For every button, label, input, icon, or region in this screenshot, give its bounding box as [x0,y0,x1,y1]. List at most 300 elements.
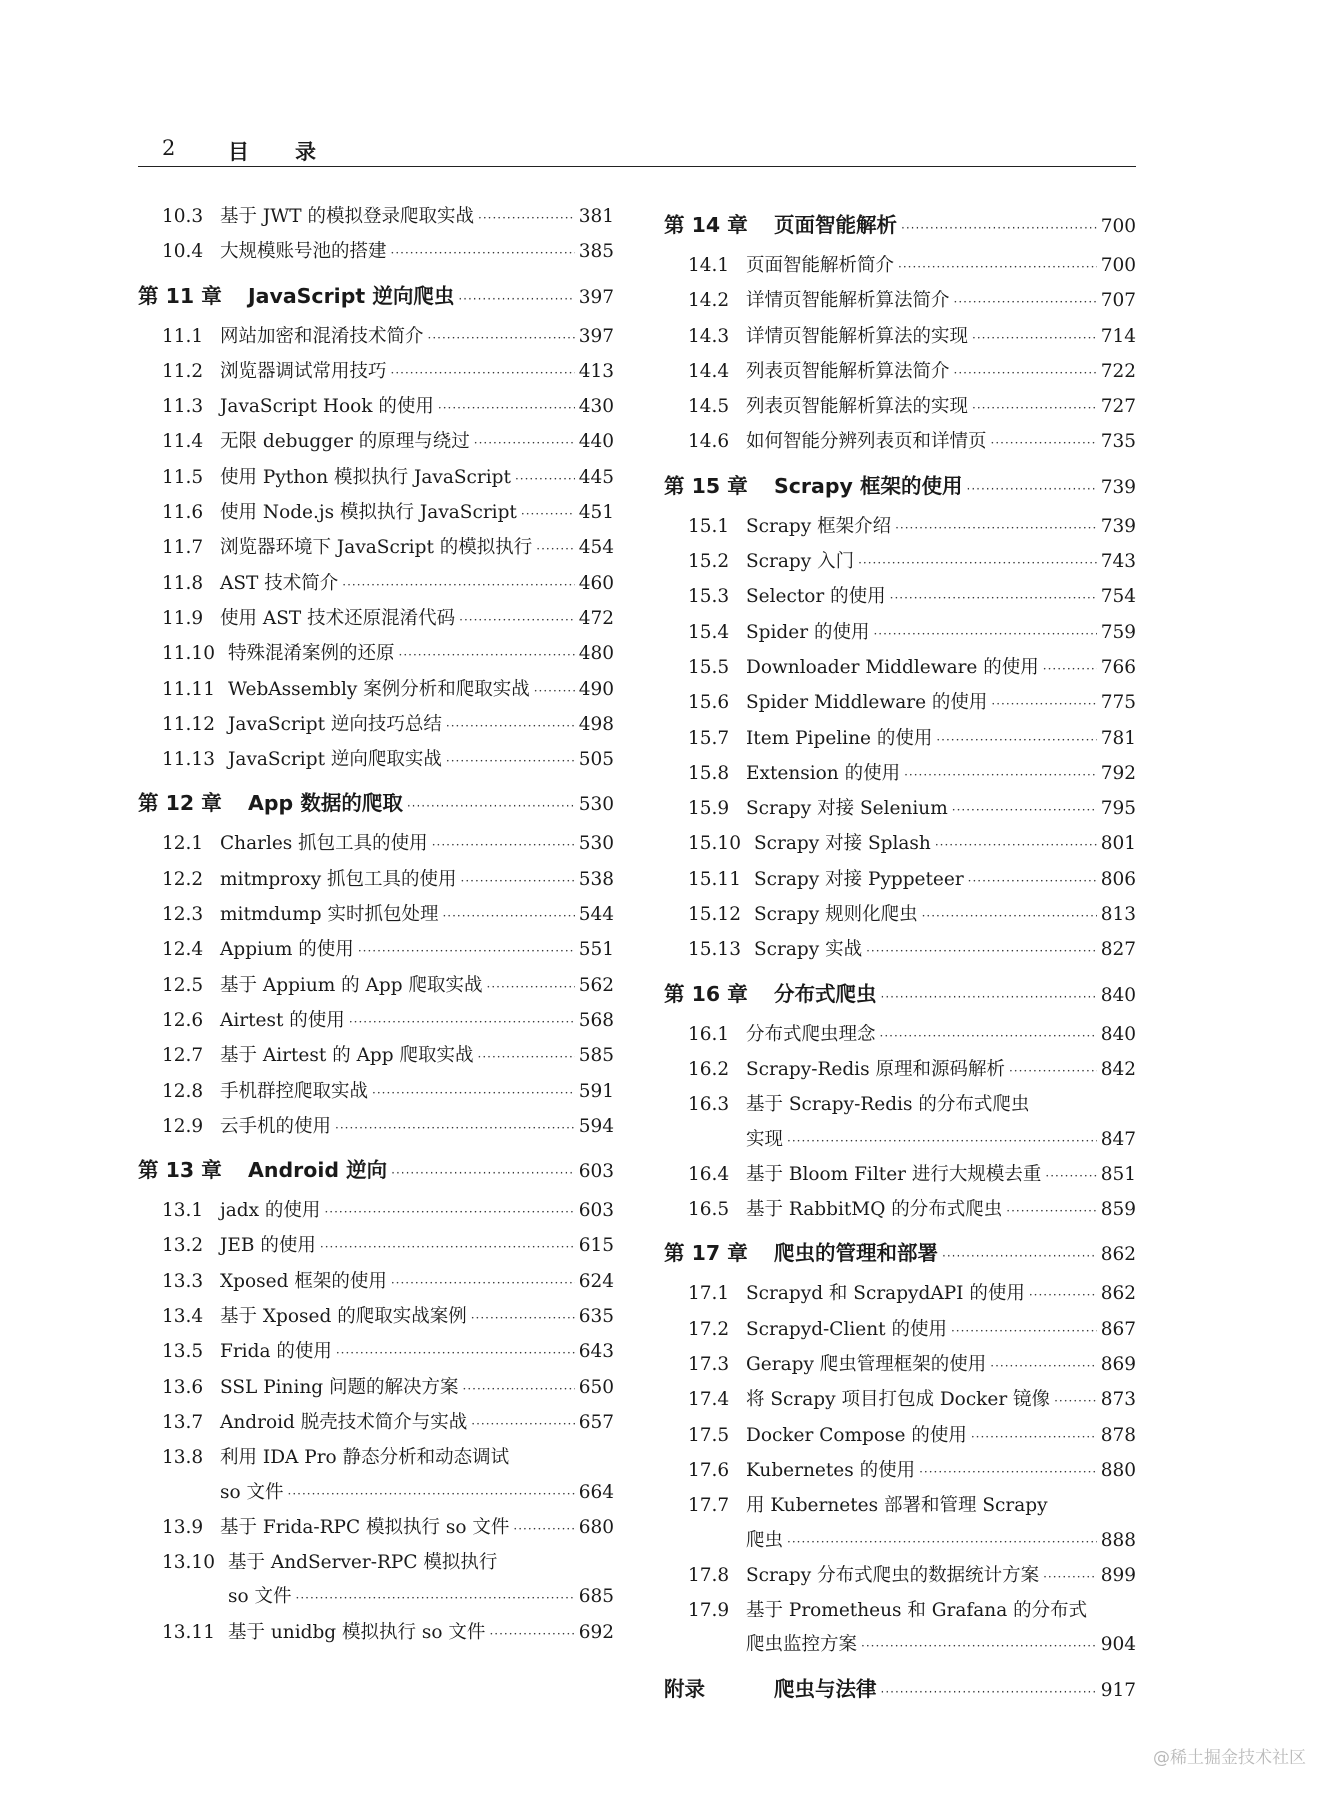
section-entry[interactable] [664,390,1136,425]
dot-leader [942,1235,1097,1277]
section-entry[interactable] [664,1313,1136,1348]
dot-leader [1029,1278,1097,1312]
section-entry[interactable] [664,1383,1136,1418]
section-entry[interactable] [664,320,1136,355]
page-number: 840 [1100,984,1136,1006]
page-number: 880 [1100,1459,1136,1481]
section-number: 13.10 [162,1552,215,1574]
dot-leader [446,709,575,743]
section-number: 14.1 [688,255,730,276]
page-number: 650 [578,1376,614,1398]
section-entry[interactable] [664,1018,1136,1053]
dot-leader [438,391,575,425]
section-entry[interactable] [138,898,614,933]
section-number: 12.2 [162,868,204,890]
dot-leader [873,617,1096,651]
section-title: 网站加密和混淆技术简介 [220,325,424,347]
section-number: 12.8 [162,1080,204,1102]
chapter-entry[interactable] [664,973,1136,1018]
section-entry[interactable] [138,743,614,778]
page-number: 867 [1100,1318,1136,1340]
section-title-line [138,1441,614,1475]
page-number: 594 [578,1115,614,1137]
page-number: 454 [578,537,614,559]
section-number: 13.6 [162,1376,204,1398]
dot-leader [881,1671,1097,1713]
chapter-entry[interactable] [138,275,614,320]
section-title: 基于 Prometheus 和 Grafana 的分布式 [746,1600,1088,1622]
dot-leader [459,603,575,637]
dot-leader [432,828,575,862]
section-number: 14.3 [688,325,730,347]
dot-leader [922,899,1097,933]
section-entry[interactable] [138,637,614,672]
section-title: Spider 的使用 [746,621,870,643]
dot-leader [478,201,575,235]
section-title: 基于 Frida-RPC 模拟执行 so 文件 [220,1516,510,1538]
page-number: 440 [578,431,614,453]
dot-leader [446,744,575,778]
page-number: 381 [578,206,614,227]
section-entry[interactable] [138,355,614,390]
chapter-title: 分布式爬虫 [774,981,877,1006]
section-title: Selector 的使用 [746,586,886,608]
section-number: 12.9 [162,1115,204,1137]
dot-leader [463,1372,575,1406]
page-number: 754 [1100,586,1136,608]
section-title: 列表页智能解析算法简介 [746,360,950,382]
section-title-continuation [664,1123,1136,1158]
section-entry[interactable] [664,1053,1136,1088]
section-number: 17.8 [688,1564,730,1586]
section-entry[interactable] [664,1193,1136,1228]
section-title: 用 Kubernetes 部署和管理 Scrapy [746,1495,1048,1517]
section-entry[interactable] [138,567,614,602]
page-number: 801 [1100,833,1136,855]
section-number: 13.1 [162,1200,204,1222]
section-title: 详情页智能解析算法简介 [746,290,950,312]
section-title: 基于 RabbitMQ 的分布式爬虫 [746,1199,1003,1221]
section-entry[interactable] [664,1594,1136,1664]
page-number: 480 [578,643,614,665]
section-number: 17.4 [688,1389,730,1411]
section-title: Extension 的使用 [746,762,901,784]
section-title: Scrapy 对接 Splash [754,833,931,855]
section-number: 15.12 [688,904,741,926]
dot-leader [991,426,1097,460]
dot-leader [787,1124,1097,1158]
section-title: Scrapy-Redis 原理和源码解析 [746,1058,1005,1080]
section-number: 13.7 [162,1411,204,1433]
dot-leader [372,1076,575,1110]
section-title: Gerapy 爬虫管理框架的使用 [746,1354,987,1376]
dot-leader [478,1040,575,1074]
section-number: 14.6 [688,431,730,453]
chapter-entry[interactable] [138,1149,614,1194]
dot-leader [489,1617,574,1651]
section-entry[interactable] [138,1616,614,1651]
page-number: 530 [578,833,614,855]
section-entry[interactable] [138,708,614,743]
section-entry[interactable] [138,1004,614,1039]
section-title: 基于 Appium 的 App 爬取实战 [220,974,483,996]
section-title: AST 技术简介 [220,572,339,594]
chapter-entry[interactable] [664,204,1136,249]
dot-leader [954,356,1097,390]
section-title: Spider Middleware 的使用 [746,692,988,714]
section-number: 12.5 [162,974,204,996]
section-number: 16.1 [688,1023,730,1045]
section-title: 特殊混淆案例的还原 [228,643,395,665]
section-entry[interactable] [138,863,614,898]
section-title: Scrapy 规则化爬虫 [754,904,918,926]
section-title: 浏览器调试常用技巧 [220,360,387,382]
section-title-cont: 爬虫监控方案 [746,1634,858,1656]
dot-leader [407,785,575,827]
section-title: Scrapy 分布式爬虫的数据统计方案 [746,1564,1040,1586]
section-number: 17.9 [688,1600,730,1622]
page-number: 643 [578,1341,614,1363]
page-number: 851 [1100,1163,1136,1185]
page-number: 505 [578,749,614,771]
section-entry[interactable] [664,757,1136,792]
section-title-continuation [138,1476,614,1511]
chapter-entry[interactable] [664,1668,1136,1713]
page-number: 568 [578,1009,614,1031]
dot-leader [288,1477,575,1511]
dot-leader [1043,652,1097,686]
dot-leader [487,970,575,1004]
section-entry[interactable] [664,355,1136,390]
section-entry[interactable] [664,863,1136,898]
page-number: 781 [1100,727,1136,749]
section-number: 11.11 [162,678,215,700]
dot-leader [951,1314,1097,1348]
section-number: 11.8 [162,572,204,594]
chapter-number: 第 13 章 [138,1158,222,1183]
section-number: 10.3 [162,206,204,227]
chapter-entry[interactable] [664,465,1136,510]
section-title: 使用 Python 模拟执行 JavaScript [220,466,511,488]
section-entry[interactable] [664,616,1136,651]
section-entry[interactable] [138,1406,614,1441]
page-number: 792 [1100,762,1136,784]
page-number: 859 [1100,1199,1136,1221]
section-title: Docker Compose 的使用 [746,1424,967,1446]
section-number: 15.3 [688,586,730,608]
section-number: 13.5 [162,1341,204,1363]
section-title: Item Pipeline 的使用 [746,727,933,749]
dot-leader [935,828,1097,862]
page-number: 603 [578,1200,614,1222]
section-number: 14.2 [688,290,730,312]
section-entry[interactable] [664,545,1136,580]
section-title-continuation [138,1580,614,1615]
section-entry[interactable] [138,1441,614,1511]
chapter-number: 第 11 章 [138,283,222,308]
section-entry[interactable] [138,827,614,862]
dot-leader [898,250,1097,284]
section-entry[interactable] [138,461,614,496]
section-title: 基于 Scrapy-Redis 的分布式爬虫 [746,1094,1030,1116]
section-title: Scrapy 实战 [754,939,863,961]
page-number: 917 [1100,1679,1136,1701]
chapter-number: 第 12 章 [138,791,222,816]
page-number: 739 [1100,476,1136,498]
section-entry[interactable] [138,969,614,1004]
page-number: 680 [578,1516,614,1538]
section-title: Airtest 的使用 [220,1009,345,1031]
dot-leader [461,864,575,898]
section-title-line [664,1489,1136,1523]
page-number: 490 [578,678,614,700]
dot-leader [968,864,1097,898]
section-number: 15.7 [688,727,730,749]
section-number: 13.8 [162,1447,204,1469]
section-number: 10.4 [162,241,204,263]
section-title: 基于 Airtest 的 App 爬取实战 [220,1045,474,1067]
chapter-title: 页面智能解析 [774,213,897,237]
section-number: 11.6 [162,502,204,524]
section-title: 使用 AST 技术还原混淆代码 [220,607,456,629]
section-entry[interactable] [664,1088,1136,1158]
section-number: 17.3 [688,1354,730,1376]
section-title: mitmproxy 抓包工具的使用 [220,868,457,890]
page-number: 840 [1100,1023,1136,1045]
section-entry[interactable] [138,1546,614,1616]
section-title: 列表页智能解析算法的实现 [746,396,969,418]
section-title: JavaScript 逆向技巧总结 [228,713,442,735]
dot-leader [471,1301,575,1335]
section-title: Kubernetes 的使用 [746,1459,916,1481]
section-number: 17.7 [688,1495,730,1517]
section-number: 11.4 [162,431,204,453]
section-entry[interactable] [138,1511,614,1546]
section-entry[interactable] [138,390,614,425]
section-number: 17.5 [688,1424,730,1446]
section-title: 无限 debugger 的原理与绕过 [220,431,470,453]
dot-leader [534,674,575,708]
page-number: 899 [1100,1564,1136,1586]
section-title: 基于 unidbg 模拟执行 so 文件 [228,1621,486,1643]
header-rule [138,166,1136,167]
page-number: 813 [1100,904,1136,926]
section-entry[interactable] [138,1300,614,1335]
page-number: 766 [1100,656,1136,678]
section-entry[interactable] [138,1371,614,1406]
section-number: 16.4 [688,1163,730,1185]
dot-leader [471,1407,574,1441]
page-number: 904 [1100,1634,1136,1656]
section-entry[interactable] [664,722,1136,757]
section-title: Scrapyd-Client 的使用 [746,1318,947,1340]
section-title: Scrapy 框架介绍 [746,515,892,537]
chapter-title: JavaScript 逆向爬虫 [248,283,455,308]
page-number: 714 [1100,325,1136,347]
page-number: 657 [578,1411,614,1433]
section-entry[interactable] [138,1265,614,1300]
page-number: 397 [578,286,614,308]
chapter-entry[interactable] [664,1232,1136,1277]
page-number: 2 [162,136,176,160]
dot-leader [342,568,574,602]
dot-leader [866,934,1097,968]
section-entry[interactable] [138,602,614,637]
toc-right-column [664,200,1136,1713]
page-number: 743 [1100,551,1136,573]
page-number: 878 [1100,1424,1136,1446]
dot-leader [1054,1384,1097,1418]
section-entry[interactable] [138,1194,614,1229]
page-number: 806 [1100,868,1136,890]
section-entry[interactable] [138,531,614,566]
section-title: jadx 的使用 [220,1200,321,1222]
dot-leader [861,1629,1097,1663]
dot-leader [391,356,575,390]
page-number: 562 [578,974,614,996]
section-number: 12.7 [162,1045,204,1067]
dot-leader [474,426,575,460]
chapter-title: 爬虫的管理和部署 [774,1241,938,1266]
section-title: 基于 AndServer-RPC 模拟执行 [228,1552,498,1574]
section-title: 手机群控爬取实战 [220,1080,369,1102]
page-number: 692 [578,1621,614,1643]
dot-leader [458,278,574,320]
section-entry[interactable] [664,1454,1136,1489]
section-entry[interactable] [664,1348,1136,1383]
section-entry[interactable] [138,1229,614,1264]
page-number: 827 [1100,939,1136,961]
chapter-title: 爬虫与法律 [774,1676,877,1701]
section-entry[interactable] [138,425,614,460]
section-entry[interactable] [138,320,614,355]
section-number: 15.1 [688,515,730,537]
dot-leader [1009,1054,1097,1088]
section-title: Charles 抓包工具的使用 [220,833,428,855]
section-entry[interactable] [664,933,1136,968]
section-entry[interactable] [664,651,1136,686]
page-number: 842 [1100,1058,1136,1080]
section-entry[interactable] [138,200,614,235]
section-entry[interactable] [138,1075,614,1110]
section-number: 14.5 [688,396,730,418]
page-number: 700 [1100,216,1136,237]
chapter-number: 第 15 章 [664,473,748,498]
section-entry[interactable] [664,249,1136,284]
section-entry[interactable] [138,1110,614,1145]
dot-leader [521,497,575,531]
section-entry[interactable] [664,1559,1136,1594]
dot-leader [358,934,575,968]
page-number: 413 [578,360,614,382]
section-number: 11.5 [162,466,204,488]
section-title: 大规模账号池的搭建 [220,241,387,263]
section-entry[interactable] [664,580,1136,615]
section-number: 11.2 [162,360,204,382]
section-title: Android 脱壳技术简介与实战 [220,1411,468,1433]
section-number: 15.13 [688,939,741,961]
page-number: 615 [578,1235,614,1257]
section-number: 17.1 [688,1283,730,1305]
section-entry[interactable] [138,1335,614,1370]
section-number: 11.3 [162,396,204,418]
section-title: SSL Pining 问题的解决方案 [220,1376,459,1398]
section-number: 15.2 [688,551,730,573]
section-title-cont: so 文件 [220,1481,284,1503]
section-number: 11.9 [162,607,204,629]
section-number: 14.4 [688,360,730,382]
section-entry[interactable] [664,898,1136,933]
section-title: Xposed 框架的使用 [220,1270,387,1292]
section-entry[interactable] [138,1039,614,1074]
section-number: 15.5 [688,656,730,678]
section-title: Scrapyd 和 ScrapydAPI 的使用 [746,1283,1025,1305]
section-entry[interactable] [664,686,1136,721]
page-number: 538 [578,868,614,890]
dot-leader [880,1019,1097,1053]
dot-leader [536,532,574,566]
section-entry[interactable] [664,284,1136,319]
section-title-cont: 实现 [746,1128,784,1150]
dot-leader [952,793,1097,827]
section-entry[interactable] [138,673,614,708]
page-number: 685 [578,1586,614,1608]
section-number: 15.11 [688,868,741,890]
running-title: 目录 [228,139,362,164]
dot-leader [428,321,575,355]
section-entry[interactable] [138,933,614,968]
section-title: 云手机的使用 [220,1115,332,1137]
section-entry[interactable] [664,510,1136,545]
page-number: 551 [578,939,614,961]
dot-leader [972,391,1097,425]
section-entry[interactable] [664,1277,1136,1312]
chapter-title: App 数据的爬取 [248,791,403,816]
dot-leader [881,976,1097,1018]
dot-leader [391,236,575,270]
section-entry[interactable] [664,1419,1136,1454]
page-number: 498 [578,713,614,735]
page-number: 873 [1100,1389,1136,1411]
section-number: 13.2 [162,1235,204,1257]
page-number: 451 [578,502,614,524]
section-entry[interactable] [664,425,1136,460]
dot-leader [391,1266,575,1300]
section-entry[interactable] [138,496,614,531]
section-entry[interactable] [664,792,1136,827]
section-entry[interactable] [664,827,1136,862]
chapter-entry[interactable] [138,782,614,827]
page-number: 430 [578,396,614,418]
section-entry[interactable] [664,1489,1136,1559]
section-number: 15.8 [688,762,730,784]
dot-leader [787,1525,1097,1559]
section-title: Frida 的使用 [220,1341,332,1363]
section-entry[interactable] [664,1158,1136,1193]
dot-leader [515,462,575,496]
section-number: 16.2 [688,1058,730,1080]
section-title: 基于 Xposed 的爬取实战案例 [220,1306,467,1328]
section-entry[interactable] [138,235,614,270]
dot-leader [324,1195,574,1229]
section-number: 15.6 [688,692,730,714]
section-title: Downloader Middleware 的使用 [746,656,1039,678]
section-number: 11.1 [162,325,204,347]
page-number: 759 [1100,621,1136,643]
page-number: 795 [1100,798,1136,820]
section-number: 11.12 [162,713,215,735]
page-number: 591 [578,1080,614,1102]
